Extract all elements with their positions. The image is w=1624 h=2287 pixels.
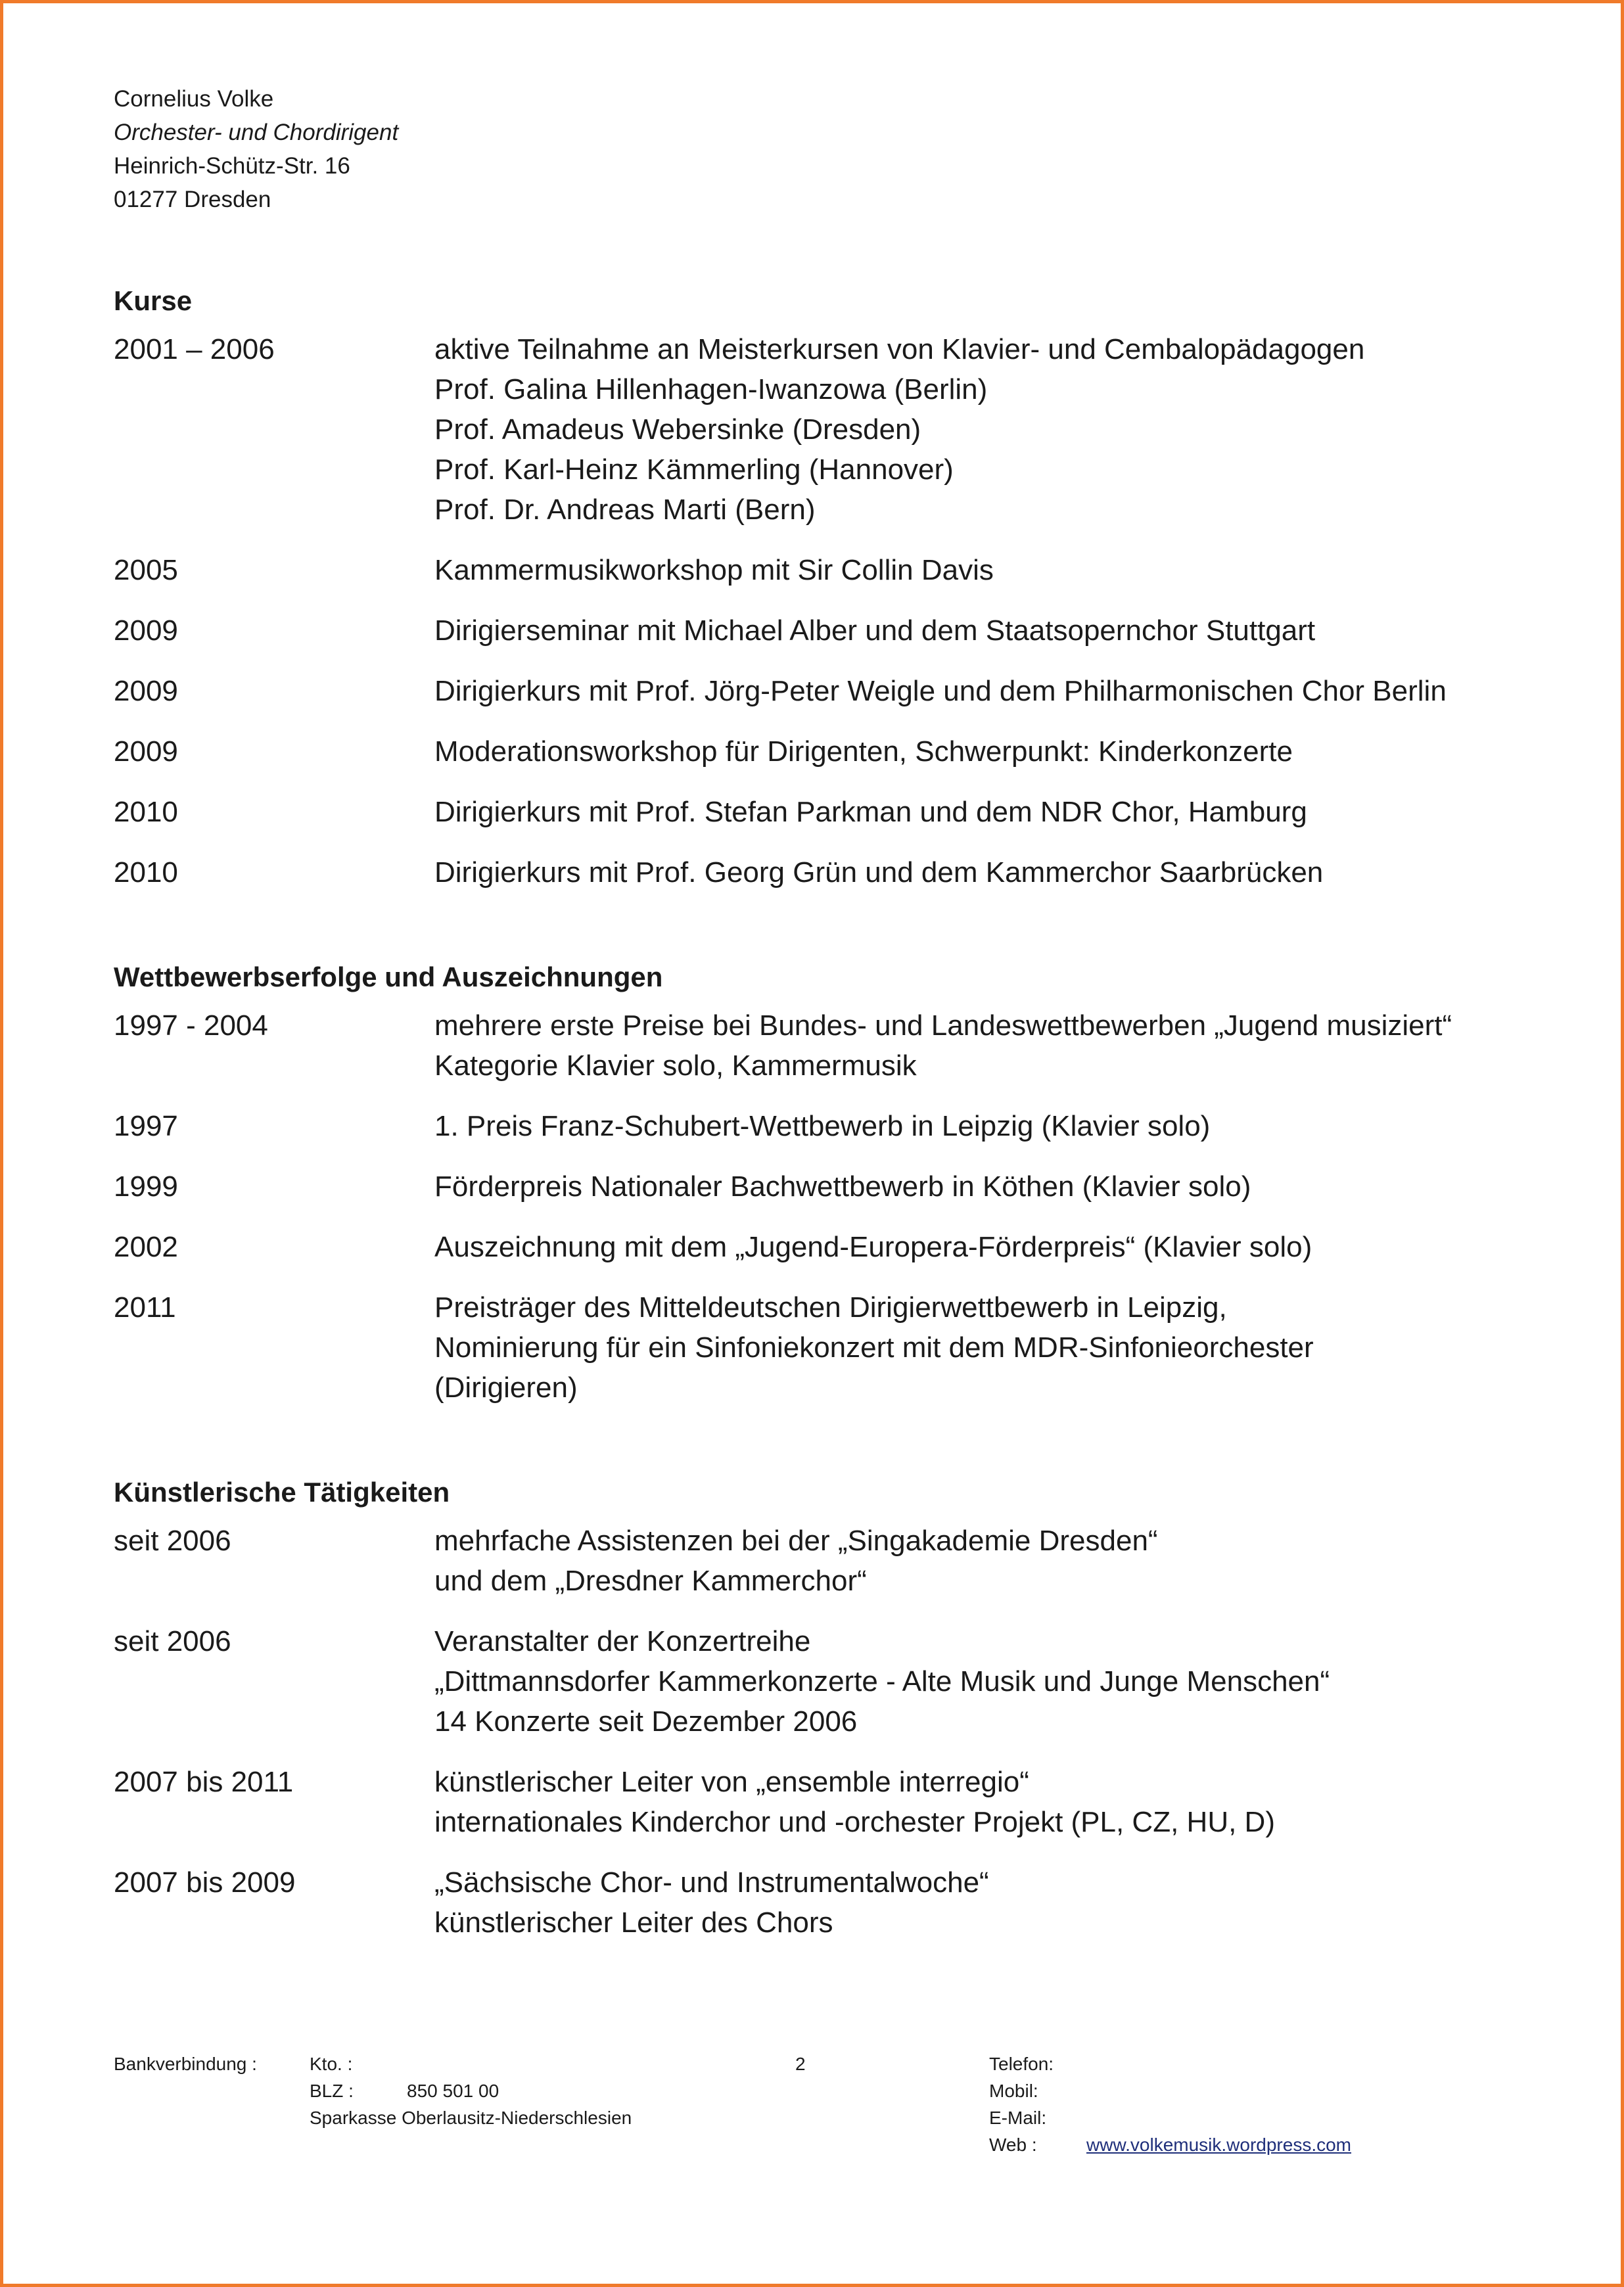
section-title: Kurse	[114, 285, 193, 316]
entry-year: 2011	[114, 1291, 176, 1324]
web-line	[989, 2131, 1351, 2158]
entry-year: 2007 bis 2011	[114, 1766, 294, 1798]
entry-year: seit 2006	[114, 1625, 231, 1657]
entry-text	[434, 1521, 1527, 1601]
sender-name: Cornelius Volke	[114, 86, 274, 112]
entry-year: 1999	[114, 1170, 178, 1203]
entry-year: 1997	[114, 1110, 178, 1142]
sender-street: Heinrich-Schütz-Str. 16	[114, 153, 350, 179]
entry-text	[434, 1227, 1527, 1267]
cv-sections	[114, 285, 1527, 1943]
blz-line	[310, 2077, 632, 2104]
cv-entry	[114, 1621, 1527, 1742]
cv-entry	[114, 1521, 1527, 1601]
entry-text	[434, 1762, 1527, 1842]
bank-label: Bankverbindung :	[114, 2054, 257, 2074]
entry-year: 2010	[114, 856, 178, 889]
web-label: Web :	[989, 2135, 1037, 2155]
entry-line: 14 Konzerte seit Dezember 2006	[434, 1705, 858, 1738]
mobil-label: Mobil:	[989, 2081, 1038, 2101]
cv-entry	[114, 329, 1527, 530]
entry-year: 2009	[114, 675, 178, 707]
blz-label: BLZ :	[310, 2081, 354, 2101]
entry-year: 2005	[114, 554, 178, 586]
cv-entry	[114, 611, 1527, 651]
entry-line: mehrere erste Preise bei Bundes- und Landeswettbewerben „Jugend musiziert“	[434, 1009, 1452, 1042]
entry-year: 1997 - 2004	[114, 1009, 268, 1042]
sender-role: Orchester- und Chordirigent	[114, 120, 399, 145]
entry-text	[434, 329, 1527, 530]
entry-line: Dirigierkurs mit Prof. Jörg-Peter Weigle und dem Philharmonischen Chor Berlin	[434, 675, 1447, 707]
entry-text	[434, 611, 1527, 651]
entry-line: Dirigierseminar mit Michael Alber und dem Staatsopernchor Stuttgart	[434, 614, 1316, 647]
cv-entry	[114, 1005, 1527, 1086]
entry-text	[434, 671, 1527, 711]
entry-line: Prof. Karl-Heinz Kämmerling (Hannover)	[434, 453, 954, 486]
cv-entry	[114, 1762, 1527, 1842]
entry-text	[434, 852, 1527, 892]
entry-text	[434, 1862, 1527, 1943]
entry-line: künstlerischer Leiter von „ensemble interregio“	[434, 1766, 1029, 1798]
entry-line: Veranstalter der Konzertreihe	[434, 1625, 811, 1657]
cv-section	[114, 961, 1527, 1408]
entry-year: seit 2006	[114, 1525, 231, 1557]
cv-entry	[114, 1287, 1527, 1408]
section-title: Wettbewerbserfolge und Auszeichnungen	[114, 961, 663, 992]
entry-year: 2007 bis 2009	[114, 1866, 296, 1899]
entry-line: „Sächsische Chor- und Instrumentalwoche“	[434, 1866, 989, 1899]
entry-line: Auszeichnung mit dem „Jugend-Europera-Förderpreis“ (Klavier solo)	[434, 1231, 1312, 1263]
kto-label: Kto. :	[310, 2054, 353, 2074]
entry-line: Preisträger des Mitteldeutschen Dirigierwettbewerb in Leipzig,	[434, 1291, 1227, 1324]
document-body	[114, 82, 1527, 1943]
cv-entry	[114, 1106, 1527, 1146]
cv-entry	[114, 792, 1527, 832]
website-link[interactable]: www.volkemusik.wordpress.com	[1086, 2135, 1351, 2155]
entry-text	[434, 1621, 1527, 1742]
entry-year: 2010	[114, 796, 178, 828]
cv-entry	[114, 1167, 1527, 1207]
entry-line: Moderationsworkshop für Dirigenten, Schwerpunkt: Kinderkonzerte	[434, 735, 1293, 768]
entry-line: Kategorie Klavier solo, Kammermusik	[434, 1050, 917, 1082]
entry-text	[434, 550, 1527, 590]
entry-line: aktive Teilnahme an Meisterkursen von Klavier- und Cembalopädagogen	[434, 333, 1365, 365]
blz-value: 850 501 00	[407, 2081, 499, 2101]
section-title: Künstlerische Tätigkeiten	[114, 1477, 450, 1508]
cv-section	[114, 1476, 1527, 1943]
entry-year: 2001 – 2006	[114, 333, 275, 365]
cv-entry	[114, 731, 1527, 772]
entry-line: Kammermusikworkshop mit Sir Collin Davis	[434, 554, 994, 586]
bank-details	[310, 2050, 632, 2131]
cv-entry	[114, 1227, 1527, 1267]
cv-entry	[114, 671, 1527, 711]
sender-city: 01277 Dresden	[114, 187, 271, 212]
entry-text	[434, 1167, 1527, 1207]
entry-year: 2009	[114, 614, 178, 647]
cv-entry	[114, 550, 1527, 590]
entry-line: Förderpreis Nationaler Bachwettbewerb in Köthen (Klavier solo)	[434, 1170, 1251, 1203]
entry-line: Prof. Galina Hillenhagen-Iwanzowa (Berlin)	[434, 373, 988, 405]
entry-year: 2009	[114, 735, 178, 768]
entry-text	[434, 792, 1527, 832]
entry-line: (Dirigieren)	[434, 1372, 578, 1404]
entry-text	[434, 1106, 1527, 1146]
cv-entry	[114, 1862, 1527, 1943]
entry-year: 2002	[114, 1231, 178, 1263]
entry-line: Prof. Dr. Andreas Marti (Bern)	[434, 494, 816, 526]
telefon-label: Telefon:	[989, 2054, 1054, 2074]
entry-line: und dem „Dresdner Kammerchor“	[434, 1565, 867, 1597]
entry-line: „Dittmannsdorfer Kammerkonzerte - Alte Musik und Junge Menschen“	[434, 1665, 1330, 1698]
entry-line: internationales Kinderchor und -orchester Projekt (PL, CZ, HU, D)	[434, 1806, 1275, 1838]
entry-line: Dirigierkurs mit Prof. Stefan Parkman und dem NDR Chor, Hamburg	[434, 796, 1307, 828]
page-number: 2	[795, 2054, 806, 2074]
entry-line: 1. Preis Franz-Schubert-Wettbewerb in Leipzig (Klavier solo)	[434, 1110, 1211, 1142]
entry-line: künstlerischer Leiter des Chors	[434, 1906, 833, 1939]
entry-line: Nominierung für ein Sinfoniekonzert mit dem MDR-Sinfonieorchester	[434, 1331, 1314, 1364]
contact-details	[989, 2050, 1351, 2158]
cv-section	[114, 285, 1527, 892]
bank-name: Sparkasse Oberlausitz-Niederschlesien	[310, 2108, 632, 2128]
entry-text	[434, 731, 1527, 772]
entry-line: Dirigierkurs mit Prof. Georg Grün und dem Kammerchor Saarbrücken	[434, 856, 1324, 889]
sender-block	[114, 82, 1527, 216]
email-label: E-Mail:	[989, 2108, 1047, 2128]
entry-text	[434, 1005, 1527, 1086]
entry-line: mehrfache Assistenzen bei der „Singakademie Dresden“	[434, 1525, 1158, 1557]
entry-line: Prof. Amadeus Webersinke (Dresden)	[434, 413, 921, 446]
cv-entry	[114, 852, 1527, 892]
entry-text	[434, 1287, 1527, 1408]
